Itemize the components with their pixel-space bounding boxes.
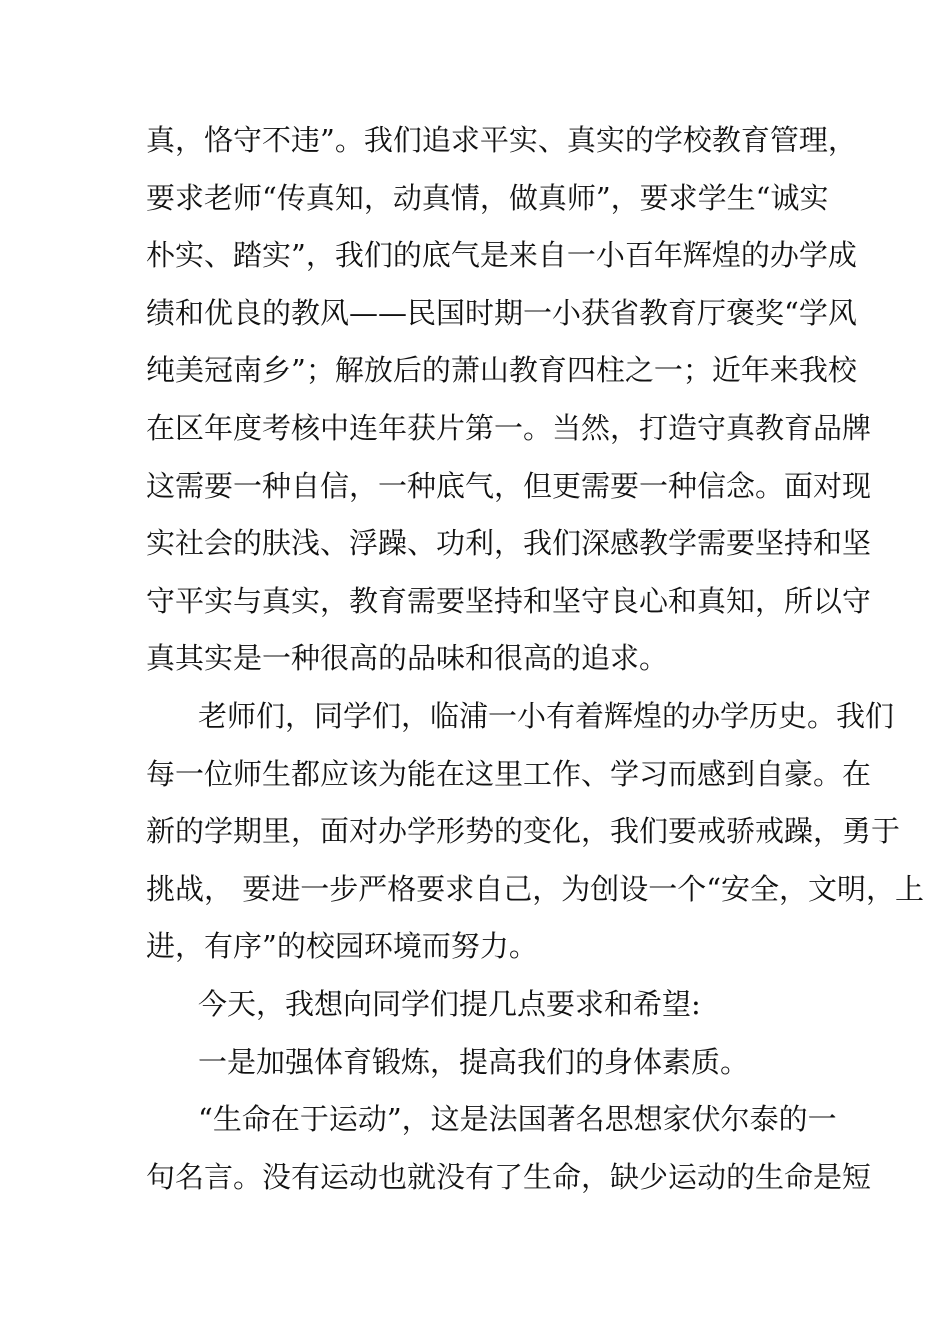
paragraph: [146, 1091, 872, 1206]
text-line: 实社会的肤浅、浮躁、功利，我们深感教学需要坚持和坚: [146, 526, 872, 561]
text-line: 每一位师生都应该为能在这里工作、学习而感到自豪。在: [146, 756, 872, 791]
text-line: 这需要一种自信，一种底气，但更需要一种信念。面对现: [146, 468, 872, 503]
text-line: 守平实与真实，教育需要坚持和坚守良心和真知，所以守: [146, 583, 872, 618]
paragraph: [146, 112, 872, 688]
paragraph: [146, 688, 925, 976]
text-line: 句名言。没有运动也就没有了生命，缺少运动的生命是短: [146, 1159, 872, 1194]
text-line: 老师们，同学们，临浦一小有着辉煌的办学历史。我们: [198, 698, 895, 733]
document-body: [146, 112, 925, 1206]
text-line: 在区年度考核中连年获片第一。当然，打造守真教育品牌: [146, 410, 872, 445]
text-line: 朴实、踏实”，我们的底气是来自一小百年辉煌的办学成: [146, 238, 857, 273]
text-line: 挑战， 要进一步严格要求自己，为创设一个“安全，文明，上: [146, 871, 925, 906]
text-line: “生命在于运动”，这是法国著名思想家伏尔泰的一: [198, 1102, 837, 1137]
text-line: 真其实是一种很高的品味和很高的追求。: [146, 641, 669, 676]
text-line: 绩和优良的教风——民国时期一小获省教育厅褒奖“学风: [146, 295, 857, 330]
text-line: 要求老师“传真知，动真情，做真师”，要求学生“诚实: [146, 180, 829, 215]
text-line: 新的学期里，面对办学形势的变化，我们要戒骄戒躁，勇于: [146, 814, 901, 849]
text-line: 纯美冠南乡”；解放后的萧山教育四柱之一；近年来我校: [146, 353, 857, 388]
text-line: 进，有序”的校园环境而努力。: [146, 929, 538, 964]
paragraph: 一是加强体育锻炼，提高我们的身体素质。: [198, 1044, 750, 1079]
paragraph: 今天，我想向同学们提几点要求和希望:: [198, 986, 701, 1021]
text-line: 真，恪守不违”。我们追求平实、真实的学校教育管理，: [146, 123, 857, 157]
